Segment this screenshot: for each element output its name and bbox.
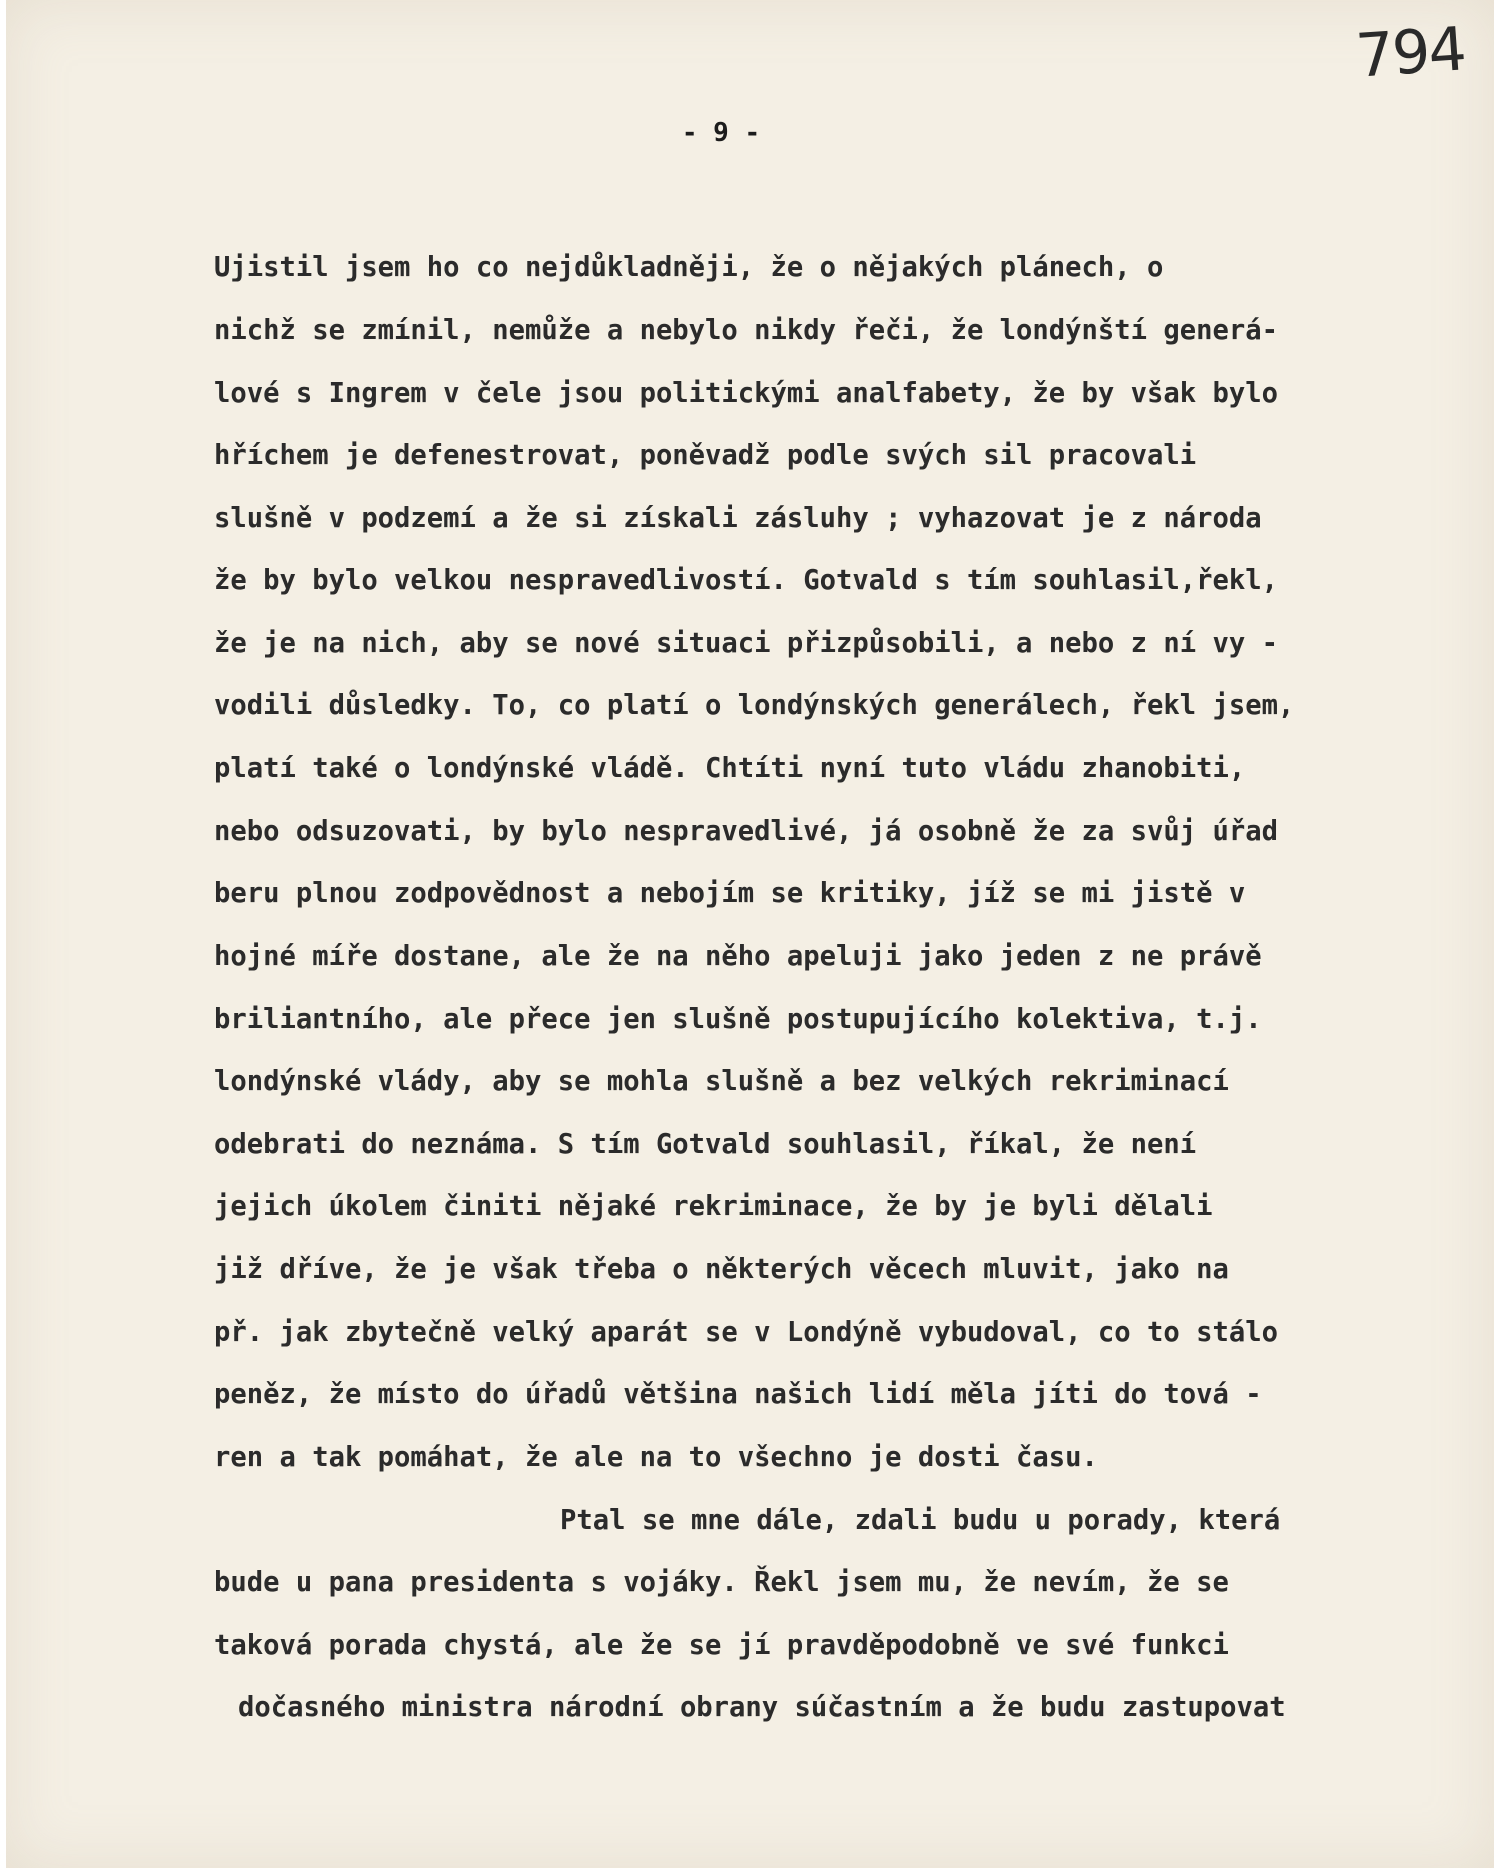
text-line: platí také o londýnské vládě. Chtíti nyní tuto vládu zhanobiti, [214, 753, 1246, 784]
text-line: ren a tak pomáhat, že ale na to všechno je dosti času. [214, 1442, 1098, 1473]
text-line: beru plnou zodpovědnost a nebojím se kritiky, jíž se mi jistě v [214, 878, 1246, 909]
text-line: vodili důsledky. To, co platí o londýnských generálech, řekl jsem, [214, 690, 1295, 721]
text-line: nebo odsuzovati, by bylo nespravedlivé, já osobně že za svůj úřad [214, 816, 1278, 847]
text-line: lové s Ingrem v čele jsou politickými analfabety, že by však bylo [214, 378, 1278, 409]
text-line: Ujistil jsem ho co nejdůkladněji, že o nějakých plánech, o [214, 252, 1164, 283]
text-line: že je na nich, aby se nové situaci přizpůsobili, a nebo z ní vy - [214, 628, 1278, 659]
text-line: bude u pana presidenta s vojáky. Řekl jsem mu, že nevím, že se [214, 1567, 1229, 1598]
text-line: dočasného ministra národní obrany súčastním a že budu zastupovat [238, 1692, 1286, 1723]
text-line: již dříve, že je však třeba o některých věcech mluvit, jako na [214, 1254, 1229, 1285]
text-line: že by bylo velkou nespravedlivostí. Gotvald s tím souhlasil,řekl, [214, 565, 1278, 596]
text-line: odebrati do neznáma. S tím Gotvald souhlasil, říkal, že není [214, 1129, 1197, 1160]
document-page [6, 0, 1494, 1868]
text-line: hříchem je defenestrovat, poněvadž podle svých sil pracovali [214, 440, 1197, 471]
text-line: londýnské vlády, aby se mohla slušně a bez velkých rekriminací [214, 1066, 1229, 1097]
text-line: peněz, že místo do úřadů většina našich lidí měla jíti do tová - [214, 1379, 1262, 1410]
text-line: taková porada chystá, ale že se jí pravděpodobně ve své funkci [214, 1630, 1229, 1661]
text-line: př. jak zbytečně velký aparát se v Londýně vybudoval, co to stálo [214, 1317, 1278, 1348]
text-line: hojné míře dostane, ale že na něho apeluji jako jeden z ne právě [214, 941, 1262, 972]
text-line: nichž se zmínil, nemůže a nebylo nikdy řeči, že londýnští generá- [214, 315, 1278, 346]
text-line: jejich úkolem činiti nějaké rekriminace, že by je byli dělali [214, 1191, 1213, 1222]
page-number: - 9 - [681, 118, 761, 148]
folio-number: 794 [1353, 14, 1467, 92]
text-line: Ptal se mne dále, zdali budu u porady, která [560, 1505, 1281, 1536]
text-line: slušně v podzemí a že si získali zásluhy ; vyhazovat je z národa [214, 503, 1262, 534]
text-line: briliantního, ale přece jen slušně postupujícího kolektiva, t.j. [214, 1004, 1262, 1035]
